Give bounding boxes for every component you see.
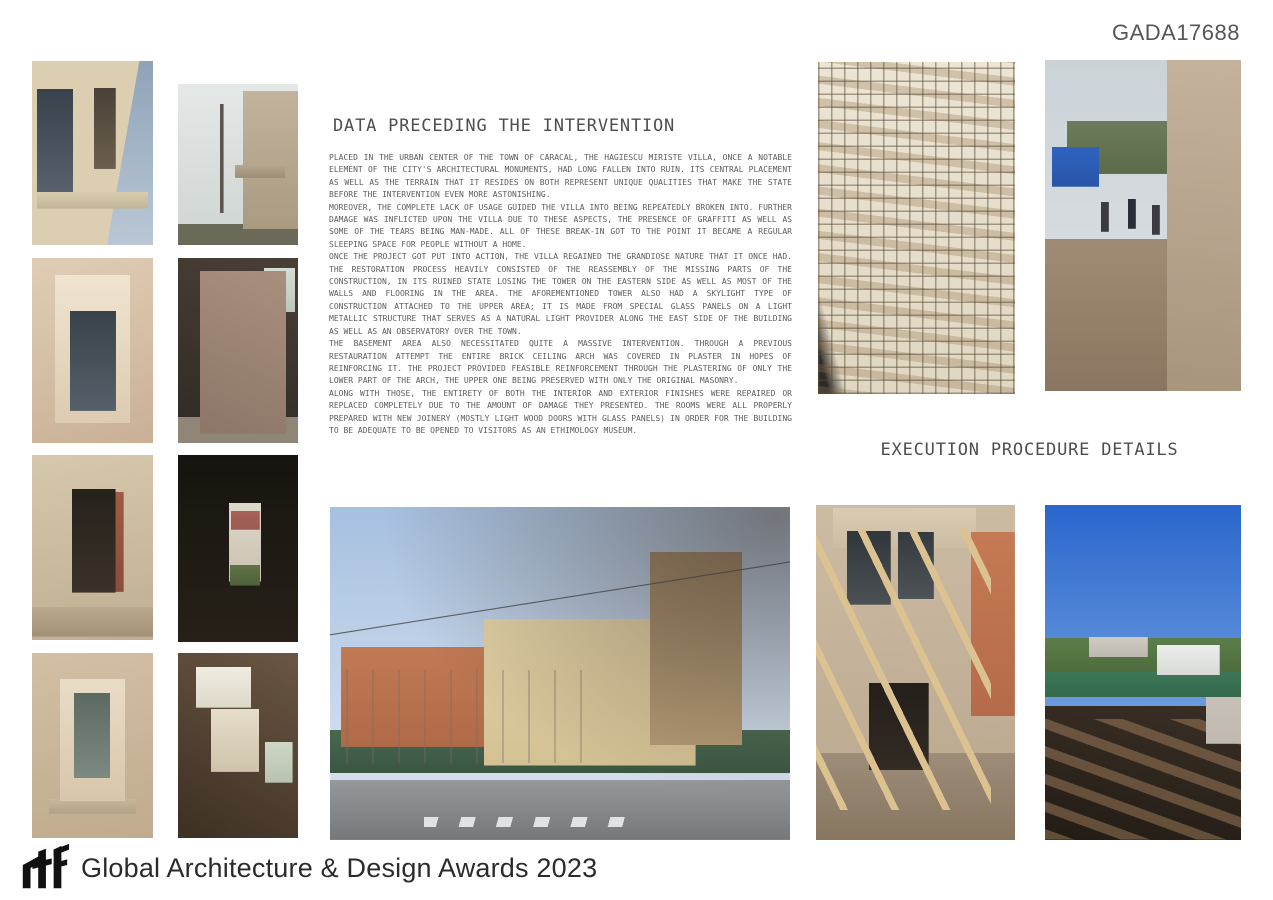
section-title-execution: EXECUTION PROCEDURE DETAILS — [880, 440, 1179, 460]
photo-construction-workers — [1045, 60, 1241, 391]
intro-paragraph-4: THE BASEMENT AREA ALSO NECESSITATED QUITE A MASSIVE INTERVENTION. THROUGH A PREVIOUS RESTAURATION ATTEMPT THE ENTIRE BRICK CEILING ARCH WAS COVERED IN PLASTER IN HOPES OF REINFORCING IT. THE PROJECT PROVIDED FEASIBLE REINFORCEMENT THROUGH THE PLASTERING OF ONLY THE LOWER PART OF THE ARCH, THE UPPER ONE BEING PRESERVED WITH ONLY THE ORIGINAL MASONRY. — [329, 339, 792, 386]
photo-dark-opening — [178, 455, 298, 642]
photo-reinforcement-mesh — [818, 62, 1015, 394]
footer — [17, 843, 597, 893]
intro-paragraph-1: PLACED IN THE URBAN CENTER OF THE TOWN OF CARACAL, THE HAGIESCU MIRISTE VILLA, ONCE A NOTABLE ELEMENT OF THE CITY'S ARCHITECTURAL MONUMENTS, HAD LONG FALLEN INTO RUIN. ITS CENTRAL PLACEMENT AS WELL AS THE TERRAIN THAT IT RESIDES ON BOTH REPRESENT UNIQUE QUALITIES THAT MAKE THE STATE BEFORE THE INTERVENTION EVEN MORE ASTONISHING. — [329, 153, 792, 200]
intro-paragraph-3: ONCE THE PROJECT GOT PUT INTO ACTION, THE VILLA REGAINED THE GRANDIOSE NATURE THAT IT ONCE HAD. THE RESTORATION PROCESS HEAVILY CONSISTED OF THE REASSEMBLY OF THE MISSING PARTS OF THE CONSTRUCTION, IN ITS RUINED STATE LOSING THE TOWER ON THE EASTERN SIDE AS WELL AS MOST OF THE WALLS AND FLOORING IN THE AREA. THE AFOREMENTIONED TOWER ALSO HAD A SKYLIGHT TYPE OF CONSTRUCTION ATTACHED TO THE UPPER AREA; IT IS MADE FROM SPECIAL GLASS PANELS ON A LIGHT METALLIC STRUCTURE THAT SERVES AS A NATURAL LIGHT PROVIDER ALONG THE EAST SIDE OF THE BUILDING AS WELL AS AN OBSERVATORY OVER THE TOWN. — [329, 252, 792, 336]
photo-ruined-arch-interior — [178, 653, 298, 838]
photo-ruined-doorway — [32, 455, 153, 640]
rtf-logo — [17, 843, 71, 893]
section-title-intro: DATA PRECEDING THE INTERVENTION — [333, 116, 676, 136]
photo-timber-props — [816, 505, 1015, 840]
intro-paragraph-2: MOREOVER, THE COMPLETE LACK OF USAGE GUIDED THE VILLA INTO BEING REPEATEDLY BROKEN INTO. FURTHER DAMAGE WAS INFLICTED UPON THE VILLA DUE TO THESE ASPECTS, THE PRESENCE OF GRAFFITI AS WELL AS SOME OF THE TEARS BEING MAN-MADE. ALL OF THESE BREAK-IN GOT TO THE POINT IT BECAME A REGULAR SLEEPING SPACE FOR PEOPLE WITHOUT A HOME. — [329, 202, 792, 249]
photo-gothic-window — [32, 258, 153, 443]
photo-tower-corner — [178, 84, 298, 245]
photo-foundation-trench — [1045, 505, 1241, 840]
photo-villa-street — [330, 507, 790, 840]
intro-paragraph-5: ALONG WITH THOSE, THE ENTIRETY OF BOTH THE INTERIOR AND EXTERIOR FINISHES WERE REPAIRED OR REPLACED COMPLETELY DUE TO THE AMOUNT OF DAMAGE THEY PRESENTED. THE ROOMS WERE ALL PROPERLY PREPARED WITH NEW JOINERY (MOSTLY LIGHT WOOD DOORS WITH GLASS PANELS) IN ORDER FOR THE BUILDING TO BE ADEQUATE TO BE OPENED TO VISITORS AS AN ETHIMOLOGY MUSEUM. — [329, 388, 792, 435]
photo-arched-window — [32, 653, 153, 838]
photo-bay-window — [32, 61, 153, 245]
award-title: Global Architecture & Design Awards 2023 — [81, 852, 598, 883]
photo-ruined-staircase — [178, 258, 298, 443]
intro-body-text — [329, 152, 792, 437]
board-code: GADA17688 — [1111, 20, 1240, 45]
